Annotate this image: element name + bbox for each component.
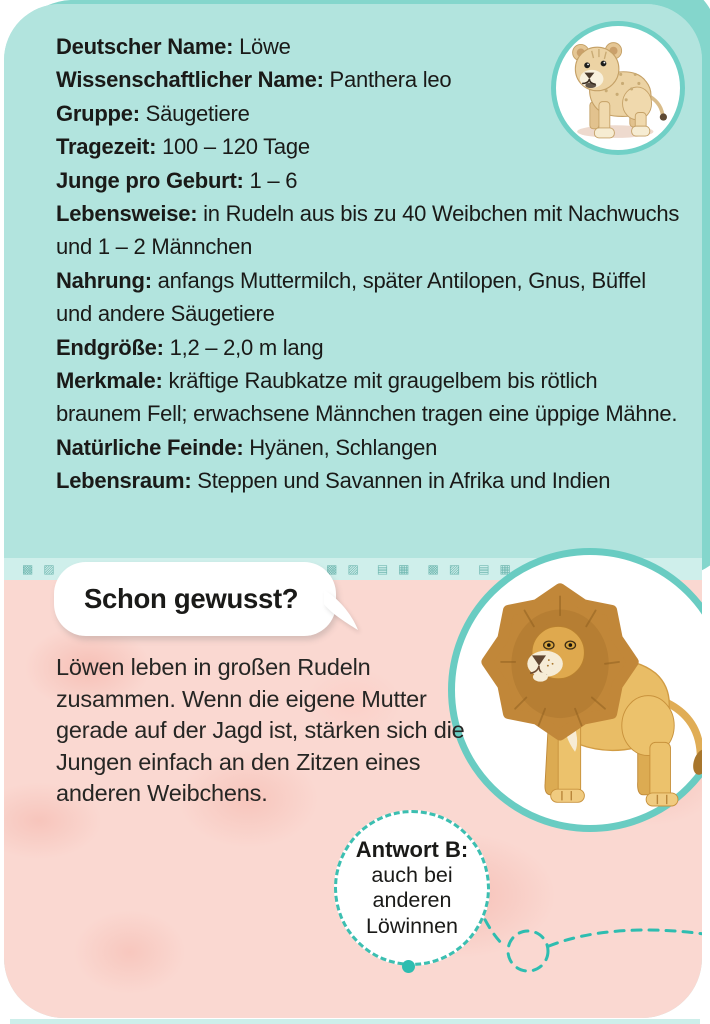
fact-row: Lebensraum: Steppen und Savannen in Afrika und Indien xyxy=(56,468,611,494)
fact-row: Tragezeit: 100 – 120 Tage xyxy=(56,134,310,160)
animal-stamp-icon: ▤ xyxy=(478,562,490,576)
card-front xyxy=(4,4,702,1018)
male-lion-illustration xyxy=(448,548,702,832)
animal-stamp-icon: ▩ xyxy=(326,562,338,576)
lion-cub-icon xyxy=(559,29,677,147)
fact-row: Nahrung: anfangs Muttermilch, später Antilopen, Gnus, Büffel und andere Säugetiere xyxy=(56,267,646,327)
answer-line: Löwinnen xyxy=(365,913,459,938)
animal-stamp-icon: ▨ xyxy=(448,562,461,576)
animal-stamp-icon: ▦ xyxy=(499,562,511,576)
lion-cub-illustration xyxy=(551,21,685,155)
fact-row: Deutscher Name: Löwe xyxy=(56,34,291,59)
answer-label: Antwort B: xyxy=(355,836,469,862)
animal-stamp-icon: ▩ xyxy=(427,562,439,576)
fact-row: Gruppe: Säugetiere xyxy=(56,100,250,126)
teal-dot-icon xyxy=(402,960,415,973)
fact-row: Endgröße: 1,2 – 2,0 m lang xyxy=(56,334,324,360)
did-you-know-text: Löwen leben in großen Rudeln zusammen. Wenn die eigene Mutter gerade auf der Jagd ist, stärken sich die Jungen einfach an den Zitzen eines anderen Weibchens. xyxy=(56,654,465,807)
fact-row: Wissenschaftlicher Name: Panthera leo xyxy=(56,67,452,93)
animal-stamp-icon: ▤ xyxy=(376,562,389,576)
male-lion-icon xyxy=(459,559,702,821)
animal-stamp-icon: ▨ xyxy=(43,562,55,576)
speech-bubble-tail xyxy=(322,588,364,634)
animal-stamp-icon: ▦ xyxy=(398,562,410,576)
speech-bubble-label: Schon gewusst? xyxy=(84,583,299,614)
fact-row: Merkmale: kräftige Raubkatze mit graugelbem bis rötlich braunem Fell; erwachsene Männchen tragen eine üppige Mähne. xyxy=(56,368,678,427)
fact-row: Lebensweise: in Rudeln aus bis zu 40 Weibchen mit Nachwuchs und 1 – 2 Männchen xyxy=(56,201,680,260)
fact-row: Natürliche Feinde: Hyänen, Schlangen xyxy=(56,434,438,460)
answer-lines xyxy=(337,863,487,940)
answer-line: auch bei xyxy=(371,862,453,887)
animal-stamp-icon: ▨ xyxy=(347,562,359,576)
back-card-bottom-edge xyxy=(10,1019,700,1024)
speech-bubble xyxy=(54,562,336,636)
answer-circle xyxy=(334,810,490,966)
answer-line: anderen xyxy=(372,888,452,913)
animal-stamp-icon: ▩ xyxy=(22,562,34,576)
fact-row: Junge pro Geburt: 1 – 6 xyxy=(56,167,298,193)
